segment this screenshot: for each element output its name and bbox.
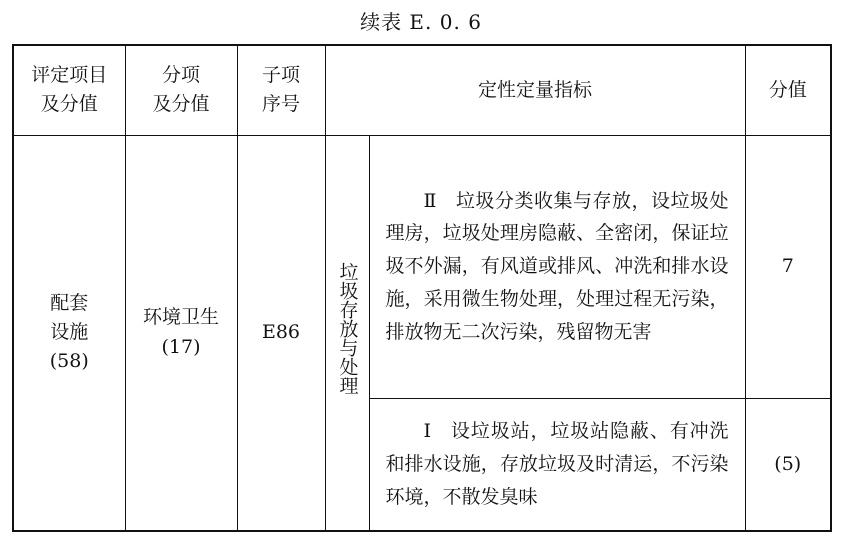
category-vertical-text: 垃圾存放与处理 <box>336 261 359 395</box>
sub-line-2: (17) <box>161 335 201 358</box>
indicator-level-2 <box>369 135 745 398</box>
cell-seq: E86 <box>237 135 325 531</box>
header-item-line-2: 及分值 <box>40 93 98 116</box>
table-row <box>13 135 831 398</box>
cell-sub <box>125 135 237 531</box>
header-score: 分值 <box>745 45 831 135</box>
cell-category <box>325 135 369 531</box>
header-row <box>13 45 831 135</box>
cell-item <box>13 135 125 531</box>
item-line-2: 设施 <box>50 321 89 344</box>
level-2-text: 垃圾分类收集与存放，设垃圾处理房，垃圾处理房隐蔽、全密闭，保证垃圾不外漏，有风道或排风、冲洗和排水设施，采用微生物处理，处理过程无污染，排放物无二次污染，残留物无害 <box>385 189 729 343</box>
level-1-text: 设垃圾站，垃圾站隐蔽、有冲洗和排水设施，存放垃圾及时清运，不污染环境，不散发臭味 <box>385 420 729 508</box>
header-sub-line-2: 及分值 <box>152 93 210 116</box>
evaluation-table <box>12 44 832 532</box>
level-2-mark: Ⅱ <box>423 189 437 212</box>
header-seq-line-2: 序号 <box>261 93 300 116</box>
header-indicator: 定性定量指标 <box>325 45 745 135</box>
header-item-line-1: 评定项目 <box>31 63 108 86</box>
item-line-3: (58) <box>49 350 89 373</box>
table-caption: 续表 E. 0. 6 <box>360 10 482 34</box>
level-1-mark: Ⅰ <box>423 420 432 443</box>
header-sub <box>125 45 237 135</box>
header-seq-line-1: 子项 <box>261 63 300 86</box>
score-level-2: 7 <box>745 135 831 398</box>
header-seq <box>237 45 325 135</box>
item-line-1: 配套 <box>50 291 89 314</box>
sub-line-1: 环境卫生 <box>142 306 219 329</box>
score-level-1: (5) <box>745 398 831 531</box>
header-item <box>13 45 125 135</box>
indicator-level-1 <box>369 398 745 531</box>
header-sub-line-1: 分项 <box>161 63 200 86</box>
